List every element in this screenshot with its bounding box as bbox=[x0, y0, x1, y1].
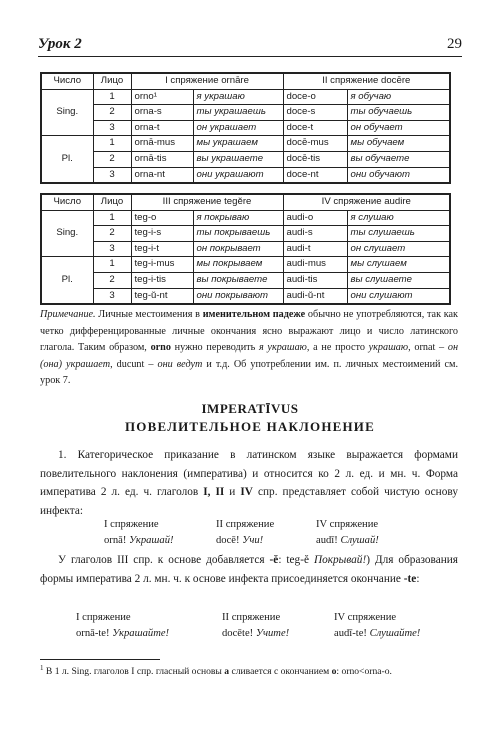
footnote-bold: о bbox=[331, 666, 337, 677]
table-row bbox=[41, 241, 450, 257]
form-cell: audi-o bbox=[283, 210, 347, 226]
translation-cell: он обучает bbox=[347, 120, 450, 136]
form-cell: teg-ŭ-nt bbox=[131, 288, 193, 304]
translation-cell: они слушают bbox=[347, 288, 450, 304]
form-cell: audi-s bbox=[283, 226, 347, 242]
note-italic: они ведут bbox=[157, 358, 203, 370]
footnote-text: В 1 л. Sing. глаголов I спр. гласный основы bbox=[43, 666, 225, 677]
section-title-russian: ПОВЕЛИТЕЛЬНОЕ НАКЛОНЕНИЕ bbox=[125, 419, 375, 434]
paragraph-bold: IV bbox=[240, 486, 253, 499]
person-cell: 2 bbox=[93, 272, 131, 288]
person-cell: 1 bbox=[93, 89, 131, 105]
table-header-row bbox=[41, 73, 450, 89]
example-translation: Учи! bbox=[242, 535, 264, 546]
paragraph-1 bbox=[40, 446, 458, 521]
table-row bbox=[41, 210, 450, 226]
translation-cell: ты украшаешь bbox=[193, 105, 283, 121]
example-form: docē! bbox=[216, 535, 240, 546]
note-bold: orno bbox=[150, 342, 171, 354]
translation-cell: я покрываю bbox=[193, 210, 283, 226]
form-cell: docē-mus bbox=[283, 136, 347, 152]
example-pl-2 bbox=[222, 610, 289, 642]
paragraph-text: : bbox=[416, 572, 420, 585]
translation-cell: ты слушаешь bbox=[347, 226, 450, 242]
paragraph-text: и bbox=[224, 486, 241, 499]
person-cell: 3 bbox=[93, 167, 131, 183]
table-row bbox=[41, 226, 450, 242]
translation-cell: мы обучаем bbox=[347, 136, 450, 152]
example-form: docēte! bbox=[222, 628, 254, 639]
form-cell: audi-t bbox=[283, 241, 347, 257]
form-cell: doce-o bbox=[283, 89, 347, 105]
header-cell: Число bbox=[41, 73, 93, 89]
translation-cell: мы слушаем bbox=[347, 257, 450, 273]
number-cell: Sing. bbox=[41, 89, 93, 136]
note-italic: украшаю bbox=[368, 342, 409, 354]
note-text: и т.д. Об употреблении им. п. личных местоимений см. урок 7. bbox=[40, 358, 459, 387]
translation-cell: вы обучаете bbox=[347, 151, 450, 167]
person-cell: 3 bbox=[93, 120, 131, 136]
translation-cell: ты обучаешь bbox=[347, 105, 450, 121]
paragraph-2 bbox=[40, 551, 458, 588]
translation-cell: мы покрываем bbox=[193, 257, 283, 273]
note-text: , а не просто bbox=[306, 342, 369, 354]
table-header-row bbox=[41, 194, 450, 210]
translation-cell: они обучают bbox=[347, 167, 450, 183]
example-value bbox=[104, 533, 174, 549]
example-label: II спряжение bbox=[216, 519, 275, 530]
note-text: нужно переводить bbox=[170, 342, 259, 354]
example-value bbox=[316, 533, 379, 549]
form-cell: teg-i-t bbox=[131, 241, 193, 257]
example-translation: Учите! bbox=[255, 628, 290, 639]
form-cell: ornā-tis bbox=[131, 151, 193, 167]
form-cell: doce-nt bbox=[283, 167, 347, 183]
translation-cell: вы украшаете bbox=[193, 151, 283, 167]
paragraph-text: У глаголов III спр. к основе добавляется bbox=[58, 554, 270, 566]
note-text: обычно не употребляются, так как четко дифференцированные личные окончания ясно выражают лицо и число латинского глагола. Таким образом, bbox=[40, 309, 458, 354]
form-cell: orno¹ bbox=[131, 89, 193, 105]
person-cell: 2 bbox=[93, 105, 131, 121]
footnote-mark: 1 bbox=[40, 663, 44, 672]
example-value bbox=[216, 533, 274, 549]
table-row bbox=[41, 151, 450, 167]
note-label: Примечание. bbox=[40, 309, 96, 320]
paragraph-text: 1. Категорическое приказание в латинском языке выражается формами повелительного наклонения (императива) и относится ко 2 л. ед. и мн. ч. Форма императива 2 л. ед. ч. глаголов bbox=[40, 449, 458, 499]
example-label: I спряжение bbox=[104, 519, 159, 530]
example-translation: Слушай! bbox=[340, 535, 379, 546]
note-bold: именительном падеже bbox=[202, 309, 306, 320]
person-cell: 1 bbox=[93, 210, 131, 226]
conjugation-table-2 bbox=[40, 193, 451, 305]
number-cell: Pl. bbox=[41, 257, 93, 304]
translation-cell: вы слушаете bbox=[347, 272, 450, 288]
example-label: IV спряжение bbox=[334, 612, 397, 623]
page-header bbox=[38, 32, 462, 57]
example-pl-3 bbox=[334, 610, 420, 642]
form-cell: orna-nt bbox=[131, 167, 193, 183]
note-italic: он (она) украшает bbox=[40, 342, 458, 370]
example-form: audī! bbox=[316, 535, 338, 546]
table-row bbox=[41, 136, 450, 152]
section-title-latin: IMPERATĪVUS bbox=[201, 401, 299, 416]
table-row bbox=[41, 272, 450, 288]
table-row bbox=[41, 288, 450, 304]
note-text: , ornat – bbox=[408, 342, 448, 354]
translation-cell: я слушаю bbox=[347, 210, 450, 226]
note-text: , ducunt – bbox=[110, 358, 158, 370]
example-form: ornā! bbox=[104, 535, 127, 546]
header-cell: III спряжение tegĕre bbox=[131, 194, 283, 210]
translation-cell: я украшаю bbox=[193, 89, 283, 105]
footnote-text: : orno<orna-o. bbox=[336, 666, 392, 677]
note-paragraph bbox=[40, 307, 458, 390]
page-number: 29 bbox=[447, 36, 462, 52]
footnote-text: сливается с окончанием bbox=[229, 666, 332, 677]
person-cell: 1 bbox=[93, 136, 131, 152]
paragraph-text: спр. представляет собой чистую основу инфекта: bbox=[40, 486, 458, 518]
form-cell: teg-i-s bbox=[131, 226, 193, 242]
footnote bbox=[40, 664, 458, 679]
person-cell: 1 bbox=[93, 257, 131, 273]
conjugation-table-1 bbox=[40, 72, 451, 184]
form-cell: doce-t bbox=[283, 120, 347, 136]
paragraph-bold: I, II bbox=[203, 486, 225, 499]
form-cell: orna-t bbox=[131, 120, 193, 136]
paragraph-text: ) Для образования формы императива 2 л. мн. ч. к основе инфекта присоединяется окончание bbox=[40, 554, 459, 585]
translation-cell: он покрывает bbox=[193, 241, 283, 257]
table-row bbox=[41, 89, 450, 105]
form-cell: audi-ŭ-nt bbox=[283, 288, 347, 304]
example-pl-1 bbox=[76, 610, 169, 642]
footnote-bold: а bbox=[224, 666, 230, 677]
translation-cell: вы покрываете bbox=[193, 272, 283, 288]
header-cell: IV спряжение audire bbox=[283, 194, 450, 210]
paragraph-text: : teg-ĕ bbox=[278, 554, 314, 566]
note-italic: я украшаю bbox=[258, 342, 307, 354]
form-cell: audi-tis bbox=[283, 272, 347, 288]
person-cell: 2 bbox=[93, 151, 131, 167]
form-cell: teg-i-tis bbox=[131, 272, 193, 288]
translation-cell: мы украшаем bbox=[193, 136, 283, 152]
form-cell: docē-tis bbox=[283, 151, 347, 167]
form-cell: teg-i-mus bbox=[131, 257, 193, 273]
footnote-divider bbox=[40, 659, 160, 660]
example-translation: Украшайте! bbox=[112, 628, 170, 639]
lesson-title: Урок 2 bbox=[38, 36, 82, 52]
header-cell: Число bbox=[41, 194, 93, 210]
note-text: Личные местоимения в bbox=[95, 309, 203, 320]
person-cell: 3 bbox=[93, 288, 131, 304]
paragraph-bold: -ĕ bbox=[269, 554, 279, 566]
example-value bbox=[76, 626, 169, 642]
example-label: IV спряжение bbox=[316, 519, 379, 530]
table-row bbox=[41, 105, 450, 121]
example-form: ornā-te! bbox=[76, 628, 110, 639]
person-cell: 3 bbox=[93, 241, 131, 257]
form-cell: ornā-mus bbox=[131, 136, 193, 152]
table-row bbox=[41, 257, 450, 273]
example-sing-3 bbox=[316, 517, 379, 549]
form-cell: doce-s bbox=[283, 105, 347, 121]
number-cell: Pl. bbox=[41, 136, 93, 183]
table-row bbox=[41, 120, 450, 136]
person-cell: 2 bbox=[93, 226, 131, 242]
example-translation: Слушайте! bbox=[369, 628, 421, 639]
paragraph-bold: -te bbox=[403, 572, 417, 585]
example-form: audī-te! bbox=[334, 628, 367, 639]
example-value bbox=[334, 626, 420, 642]
example-sing-2 bbox=[216, 517, 274, 549]
number-cell: Sing. bbox=[41, 210, 93, 257]
example-value bbox=[222, 626, 289, 642]
translation-cell: он слушает bbox=[347, 241, 450, 257]
translation-cell: я обучаю bbox=[347, 89, 450, 105]
header-cell: Лицо bbox=[93, 73, 131, 89]
example-translation: Украшай! bbox=[129, 535, 174, 546]
form-cell: orna-s bbox=[131, 105, 193, 121]
translation-cell: они украшают bbox=[193, 167, 283, 183]
header-cell: Лицо bbox=[93, 194, 131, 210]
form-cell: audi-mus bbox=[283, 257, 347, 273]
header-cell: II спряжение docēre bbox=[283, 73, 450, 89]
example-label: I спряжение bbox=[76, 612, 131, 623]
translation-cell: они покрывают bbox=[193, 288, 283, 304]
form-cell: teg-o bbox=[131, 210, 193, 226]
example-sing-1 bbox=[104, 517, 174, 549]
paragraph-italic: Покрывай! bbox=[313, 554, 367, 566]
table-row bbox=[41, 167, 450, 183]
translation-cell: он украшает bbox=[193, 120, 283, 136]
header-cell: I спряжение ornāre bbox=[131, 73, 283, 89]
example-label: II спряжение bbox=[222, 612, 281, 623]
translation-cell: ты покрываешь bbox=[193, 226, 283, 242]
